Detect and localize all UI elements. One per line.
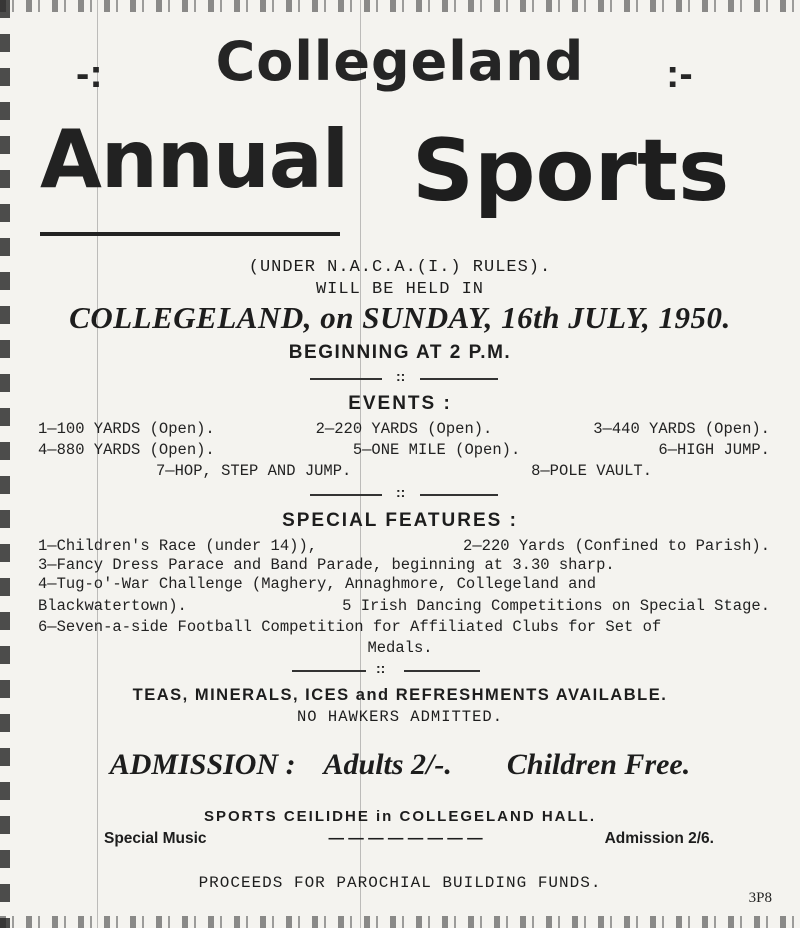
top-border — [0, 0, 800, 12]
hawkers-line: NO HAWKERS ADMITTED. — [296, 708, 504, 726]
title-row — [0, 24, 800, 104]
dash-leader: — — — — — — — — — [328, 830, 483, 847]
event-item: 1—100 YARDS (Open). — [38, 420, 215, 438]
title-left-mark: -: — [76, 52, 103, 96]
event-item: 8—POLE VAULT. — [531, 462, 652, 480]
events-line-1 — [38, 420, 770, 438]
ceilidhe-line: SPORTS CEILIDHE in COLLEGELAND HALL. — [203, 808, 596, 825]
admission-adults: Adults 2/-. — [323, 748, 452, 781]
feature-item: 4—Tug-o'-War Chal​lenge (Maghery, Annaghmore, Collegeland and — [38, 575, 597, 593]
admission-line — [0, 748, 800, 782]
annual-underline — [40, 232, 340, 236]
ad-code: 3P8 — [748, 890, 772, 906]
start-time: BEGINNING AT 2 P.M. — [288, 342, 512, 363]
divider: :: — [0, 486, 800, 506]
admission-label: ADMISSION : — [109, 748, 296, 781]
page-title: Collegeland — [215, 30, 585, 93]
special-music: Special Music — [104, 830, 207, 847]
events-line-3 — [156, 462, 652, 480]
features-heading: SPECIAL FEATURES : — [282, 510, 518, 531]
event-item: 2—220 YARDS (Open). — [315, 420, 493, 438]
divider: :: — [0, 662, 800, 682]
annual-heading: Annual — [40, 113, 349, 206]
rules-line: (UNDER N.A.C.A.(I.) RULES). — [248, 258, 552, 277]
events-heading: EVENTS : — [348, 393, 452, 414]
sports-heading: Sports — [412, 121, 730, 221]
features-line-3 — [38, 575, 770, 593]
feature-item: 2—220 Yards (Confined to Parish). — [463, 537, 770, 555]
event-item: 5—ONE MILE (Open). — [352, 441, 521, 459]
venue-date: COLLEGELAND, on SUNDAY, 16th JULY, 1950. — [69, 300, 731, 335]
ceilidhe-admission: Admission 2/6. — [604, 830, 714, 847]
feature-item: 5 Irish Dancing Competitions on Special Stage. — [342, 597, 770, 615]
title-right-mark: :- — [666, 52, 693, 96]
features-line-2 — [38, 556, 770, 574]
divider: :: — [0, 370, 800, 390]
feature-item: 1—Children's Race (under 14)), — [38, 537, 318, 555]
ceilidhe-details — [104, 830, 714, 848]
feature-item: 6—Seven-a-side Football Competition for Affiliated Clubs for Set of — [38, 618, 662, 636]
features-line-5 — [38, 618, 770, 636]
feature-item: 3—Fancy Dress Parace and Band Parade, beginning at 3.30 sharp. — [38, 556, 615, 574]
features-line-4 — [38, 597, 770, 615]
admission-children: Children Free. — [506, 748, 691, 781]
event-item: 4—880 YARDS (Open). — [38, 441, 215, 459]
feature-item: Blackwatertown). — [38, 597, 187, 615]
event-item: 3—440 YARDS (Open). — [593, 420, 770, 438]
refreshments-line: TEAS, MINERALS, ICES and REFRESHMENTS AVAILABLE. — [132, 686, 668, 704]
proceeds-line: PROCEEDS FOR PAROCHIAL BUILDING FUNDS. — [198, 874, 602, 892]
bottom-border — [0, 916, 800, 928]
features-line-1 — [38, 537, 770, 555]
events-line-2 — [38, 441, 770, 459]
held-line: WILL BE HELD IN — [315, 280, 485, 299]
event-item: 7—HOP, STEP AND JUMP. — [156, 462, 352, 480]
left-border — [0, 0, 10, 928]
event-item: 6—HIGH JUMP. — [658, 441, 770, 459]
features-line-6: Medals. — [367, 639, 433, 657]
